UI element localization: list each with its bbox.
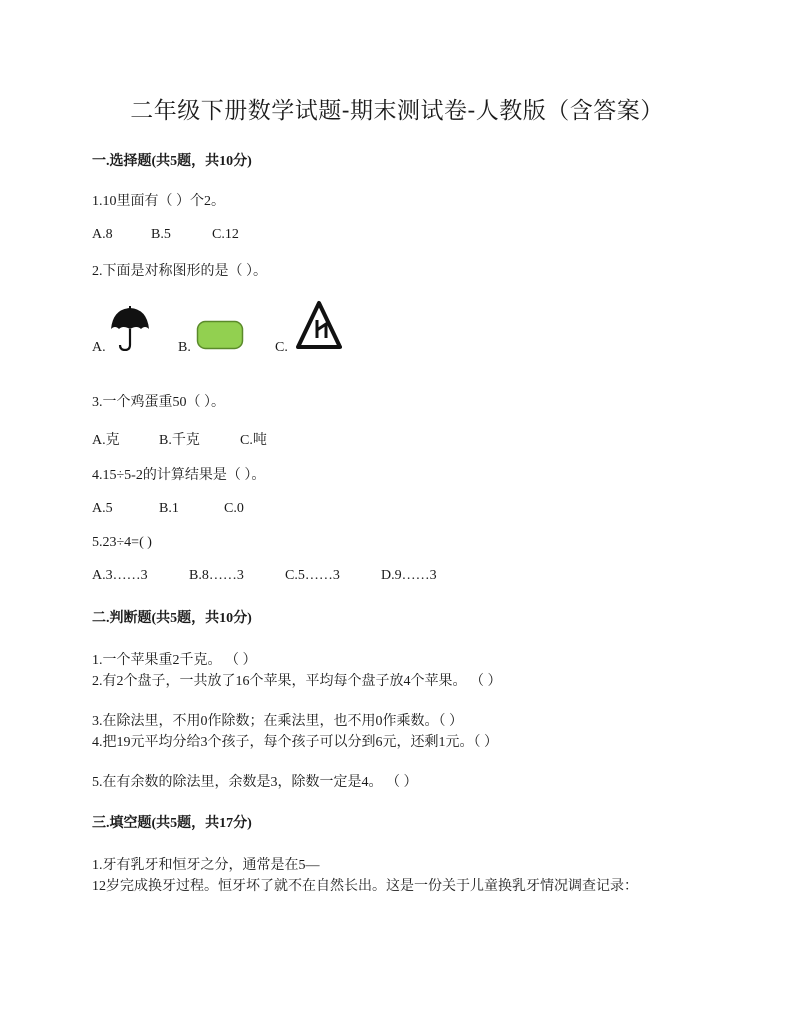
choice-q1-option-c: C.12: [212, 227, 239, 242]
section-heading-judge: 二.判断题(共5题，共10分): [92, 611, 252, 626]
judge-q2-text: 2.有2个盘子，一共放了16个苹果，平均每个盘子放4个苹果。 （ ）: [92, 674, 502, 689]
choice-q1-option-b: B.5: [151, 227, 171, 242]
choice-q3-text: 3.一个鸡蛋重50（ ）。: [92, 395, 225, 410]
page-title: 二年级下册数学试题-期末测试卷-人教版（含答案）: [130, 98, 664, 124]
judge-q3-text: 3.在除法里，不用0作除数；在乘法里，也不用0作乘数。（ ）: [92, 714, 463, 729]
choice-q5-text: 5.23÷4=( ): [92, 535, 152, 550]
umbrella-icon: [108, 305, 152, 351]
choice-q3-option-b: B.千克: [159, 433, 200, 448]
judge-q4-text: 4.把19元平均分给3个孩子，每个孩子可以分到6元，还剩1元。（ ）: [92, 735, 498, 750]
choice-q1-text: 1.10里面有（ ）个2。: [92, 194, 225, 209]
judge-q5-text: 5.在有余数的除法里，余数是3，除数一定是4。 （ ）: [92, 775, 418, 790]
judge-q1-text: 1.一个苹果重2千克。 （ ）: [92, 653, 257, 668]
rounded-rectangle-icon: [196, 320, 244, 350]
choice-q2-text: 2.下面是对称图形的是（ ）。: [92, 264, 267, 279]
section-heading-choice: 一.选择题(共5题，共10分): [92, 154, 252, 169]
fill-q1-line2: 12岁完成换牙过程。恒牙坏了就不在自然长出。这是一份关于儿童换乳牙情况调查记录：: [92, 879, 638, 894]
choice-q1-option-a: A.8: [92, 227, 113, 242]
choice-q3-option-a: A.克: [92, 433, 120, 448]
choice-q4-text: 4.15÷5-2的计算结果是（ ）。: [92, 468, 266, 483]
fill-q1-line1: 1.牙有乳牙和恒牙之分，通常是在5—: [92, 858, 320, 873]
choice-q5-option-d: D.9……3: [381, 568, 437, 583]
choice-q2-option-b: B.: [178, 340, 191, 355]
choice-q2-option-c: C.: [275, 340, 288, 355]
choice-q5-option-a: A.3……3: [92, 568, 148, 583]
choice-q4-option-b: B.1: [159, 501, 179, 516]
choice-q3-option-c: C.吨: [240, 433, 267, 448]
choice-q4-option-c: C.0: [224, 501, 244, 516]
choice-q4-option-a: A.5: [92, 501, 113, 516]
warning-sign-icon: [296, 300, 342, 350]
choice-q2-option-a: A.: [92, 340, 106, 355]
section-heading-fill: 三.填空题(共5题，共17分): [92, 816, 252, 831]
choice-q5-option-b: B.8……3: [189, 568, 244, 583]
choice-q5-option-c: C.5……3: [285, 568, 340, 583]
